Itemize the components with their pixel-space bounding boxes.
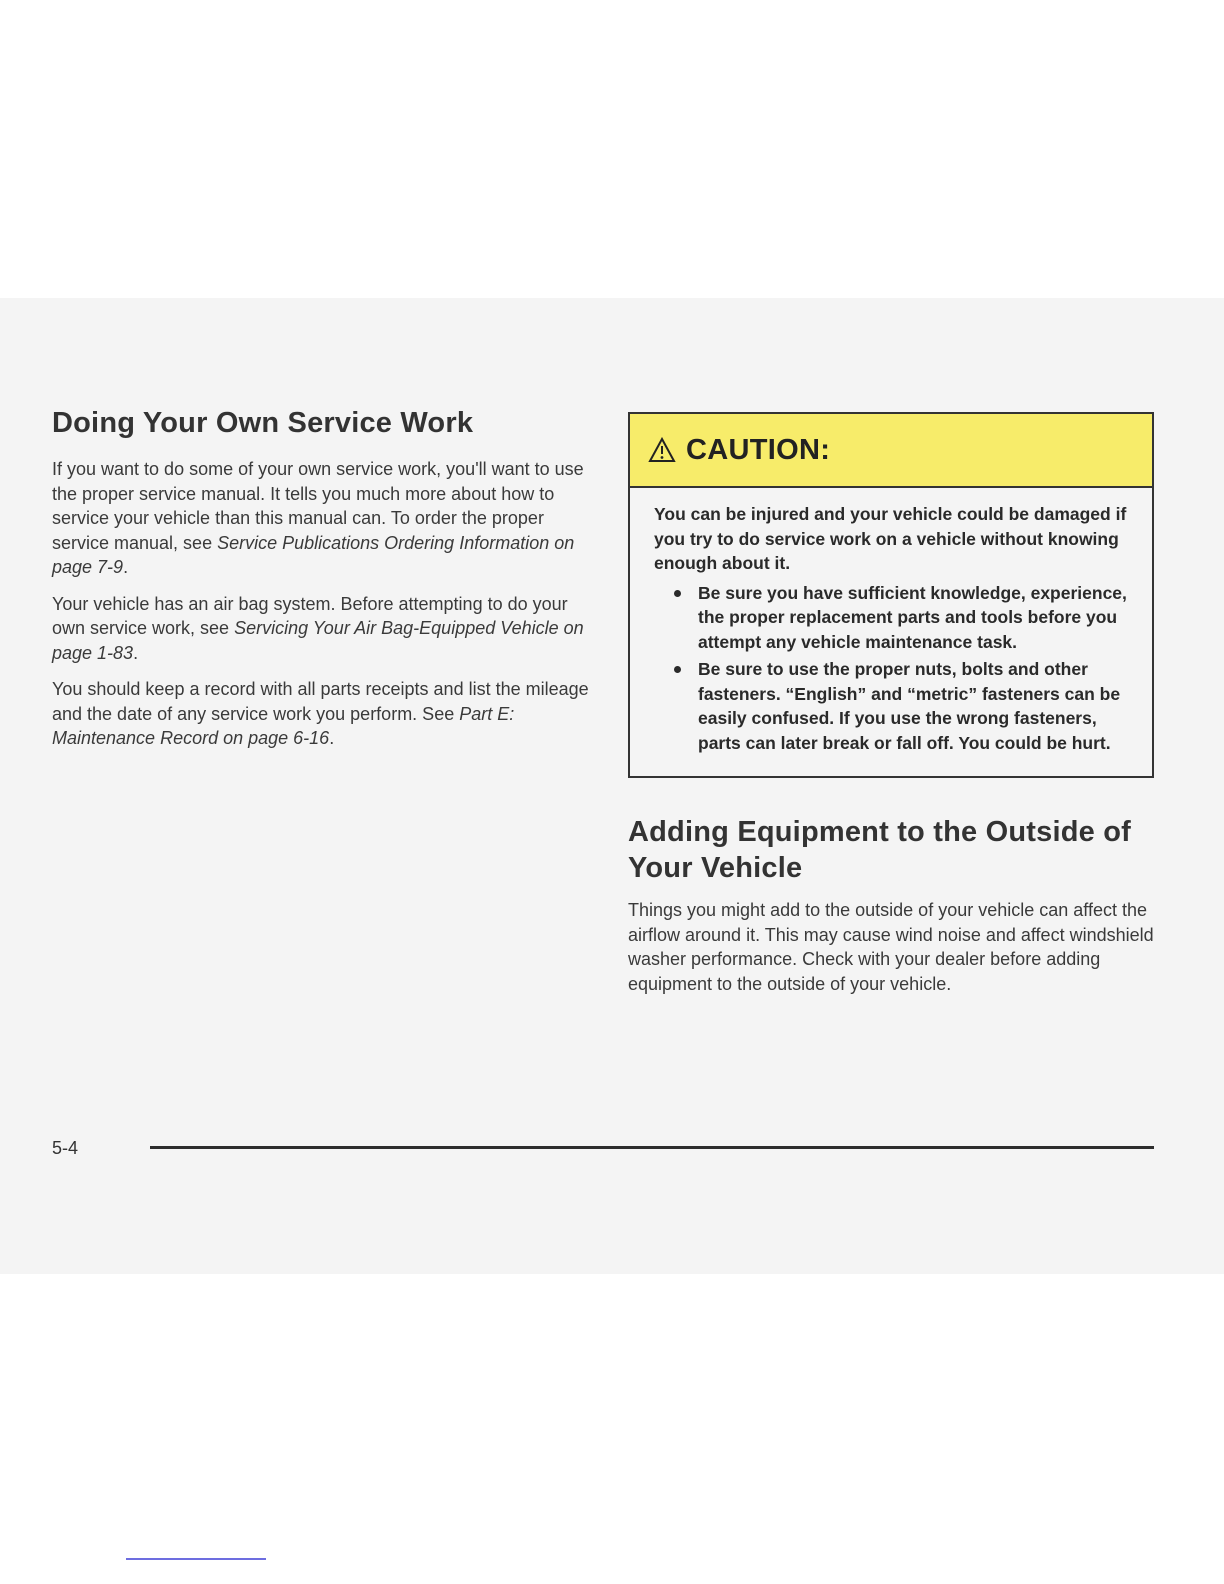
caution-list-text: Be sure you have sufficient knowledge, experience, the proper replacement parts and tools before you attempt any vehicle maintenance task. [698, 582, 1127, 652]
right-column [628, 412, 1154, 1008]
section-title-adding-equipment: Adding Equipment to the Outside of Your Vehicle [628, 816, 1131, 884]
cross-reference-link[interactable]: Servicing Your Air Bag-Equipped Vehicle on page 1-83 [52, 618, 584, 663]
paragraph-text: You should keep a record with all parts receipts and list the mileage and the date of any service work you perform. See [52, 679, 589, 724]
bullet-icon [674, 666, 681, 673]
caution-intro: You can be injured and your vehicle could be damaged if you try to do service work on a vehicle without knowing enough about it. [654, 504, 1127, 573]
paragraph-text: Your vehicle has an air bag system. Before attempting to do your own service work, see [52, 593, 568, 638]
paragraph-end: . [329, 728, 335, 748]
caution-header [630, 414, 1152, 488]
paragraph-maintenance-record [52, 677, 592, 751]
warning-triangle-icon [648, 437, 676, 463]
cross-reference-link[interactable]: Part E: Maintenance Record on page 6-16 [52, 703, 515, 748]
page-number: 5-4 [52, 1138, 79, 1158]
caution-title: CAUTION: [686, 433, 831, 466]
caution-list-item [654, 581, 1132, 655]
bullet-icon [674, 590, 681, 597]
paragraph-text: If you want to do some of your own service work, you'll want to use the proper service manual. It tells you much more about how to service your vehicle than this manual can. To order the proper service manual, see [52, 459, 584, 553]
caution-body [630, 488, 1152, 776]
left-column [52, 405, 592, 763]
caution-list [654, 581, 1132, 756]
footer-rule [150, 1146, 1154, 1149]
paragraph-service-manual [52, 457, 592, 580]
paragraph-adding-equipment: Things you might add to the outside of your vehicle can affect the airflow around it. This may cause wind noise and affect windshield washer performance. Check with your dealer before adding equipment to the outside of your vehicle. [628, 900, 1154, 994]
cross-reference-link[interactable]: Service Publications Ordering Information on page 7-9 [52, 532, 575, 577]
section-title-service-work: Doing Your Own Service Work [52, 407, 474, 439]
paragraph-air-bag [52, 592, 592, 666]
caution-box [628, 412, 1154, 778]
paragraph-end: . [123, 557, 129, 577]
caution-list-text: Be sure to use the proper nuts, bolts and other fasteners. “English” and “metric” fasteners can be easily confused. If you use the wrong fasteners, parts can later break or fall off. You could be hurt. [698, 659, 1121, 753]
bottom-edge-mark [126, 1558, 266, 1560]
paragraph-end: . [133, 642, 139, 663]
caution-list-item [654, 657, 1132, 755]
